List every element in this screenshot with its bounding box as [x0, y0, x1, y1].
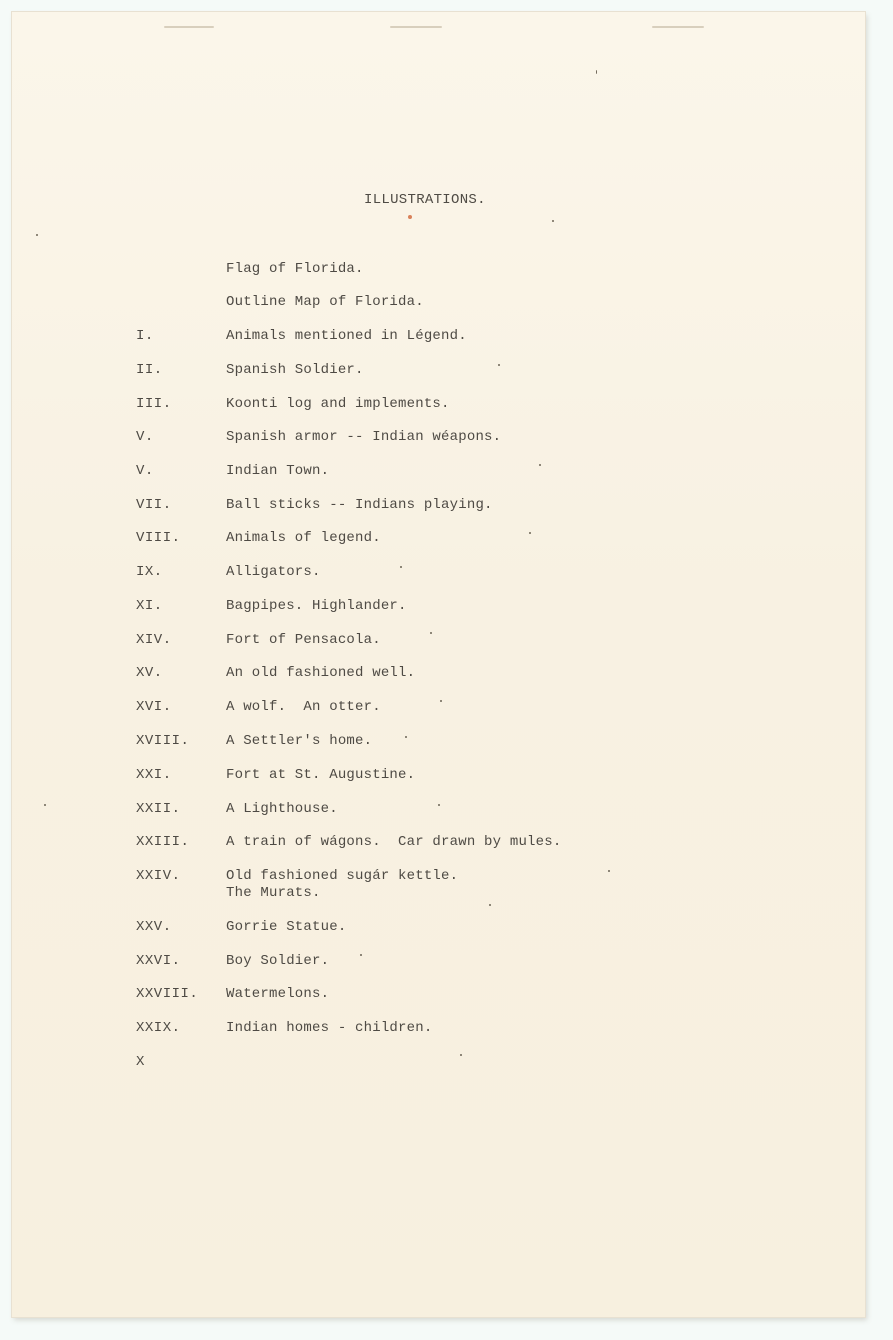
entry-caption: A Settler's home.: [226, 733, 373, 749]
entry-caption: Ball sticks -- Indians playing.: [226, 497, 493, 513]
entry-caption: A train of wágons. Car drawn by mules.: [226, 834, 562, 850]
entry-numeral: XVI.: [136, 699, 172, 715]
entry-numeral: XXIII.: [136, 834, 190, 850]
ink-speck: [608, 870, 610, 872]
ink-speck: [408, 215, 412, 219]
entry-numeral: XXV.: [136, 919, 172, 935]
ink-speck: [430, 632, 432, 634]
entry-numeral: XI.: [136, 598, 163, 614]
entry-numeral: XXI.: [136, 767, 172, 783]
entry-caption: Animals mentioned in Légend.: [226, 328, 467, 344]
entry-caption: Fort of Pensacola.: [226, 632, 381, 648]
entry-caption: Spanish armor -- Indian wéapons.: [226, 429, 502, 445]
entry-caption: A wolf. An otter.: [226, 699, 381, 715]
entry-caption: Fort at St. Augustine.: [226, 767, 416, 783]
staple-mark-left: [164, 26, 214, 28]
ink-speck: [529, 532, 531, 534]
entry-caption: Old fashioned sugár kettle. The Murats.: [226, 868, 459, 901]
entry-numeral: I.: [136, 328, 154, 344]
ink-speck: [400, 566, 402, 568]
ink-speck: [489, 904, 491, 906]
ink-speck: [552, 220, 554, 222]
page-title: ILLUSTRATIONS.: [364, 192, 486, 208]
entry-numeral: III.: [136, 396, 172, 412]
entry-numeral: X: [136, 1054, 145, 1070]
ink-speck: [36, 234, 38, 236]
ink-speck: [405, 736, 407, 738]
ink-speck: [539, 464, 541, 466]
entry-numeral: XIV.: [136, 632, 172, 648]
entry-caption: Spanish Soldier.: [226, 362, 364, 378]
entry-caption: Koonti log and implements.: [226, 396, 450, 412]
entry-numeral: XXIV.: [136, 868, 181, 884]
entry-caption: Outline Map of Florida.: [226, 294, 424, 310]
entry-numeral: XV.: [136, 665, 163, 681]
entry-numeral: V.: [136, 429, 154, 445]
entry-numeral: VIII.: [136, 530, 181, 546]
entry-numeral: IX.: [136, 564, 163, 580]
entry-numeral: XXVIII.: [136, 986, 199, 1002]
entry-numeral: XXII.: [136, 801, 181, 817]
entry-numeral: V.: [136, 463, 154, 479]
entry-caption: Bagpipes. Highlander.: [226, 598, 407, 614]
ink-speck: [460, 1054, 462, 1056]
entry-caption: Indian Town.: [226, 463, 330, 479]
entry-caption: Alligators.: [226, 564, 321, 580]
staple-mark-right: [652, 26, 704, 28]
ink-speck: [596, 70, 597, 74]
entry-caption: An old fashioned well.: [226, 665, 416, 681]
entry-caption: Animals of legend.: [226, 530, 381, 546]
entry-caption: Watermelons.: [226, 986, 330, 1002]
entry-caption: Flag of Florida.: [226, 261, 364, 277]
entry-caption: Gorrie Statue.: [226, 919, 347, 935]
entry-caption: Indian homes - children.: [226, 1020, 433, 1036]
ink-speck: [440, 700, 442, 702]
entry-numeral: II.: [136, 362, 163, 378]
entry-numeral: XVIII.: [136, 733, 190, 749]
typed-page: [12, 12, 865, 1317]
entry-caption: Boy Soldier.: [226, 953, 330, 969]
ink-speck: [360, 954, 362, 956]
ink-speck: [498, 364, 500, 366]
ink-speck: [44, 804, 46, 806]
entry-caption: A Lighthouse.: [226, 801, 338, 817]
entry-numeral: XXIX.: [136, 1020, 181, 1036]
entry-numeral: XXVI.: [136, 953, 181, 969]
entry-numeral: VII.: [136, 497, 172, 513]
ink-speck: [438, 804, 440, 806]
staple-mark-center: [390, 26, 442, 28]
